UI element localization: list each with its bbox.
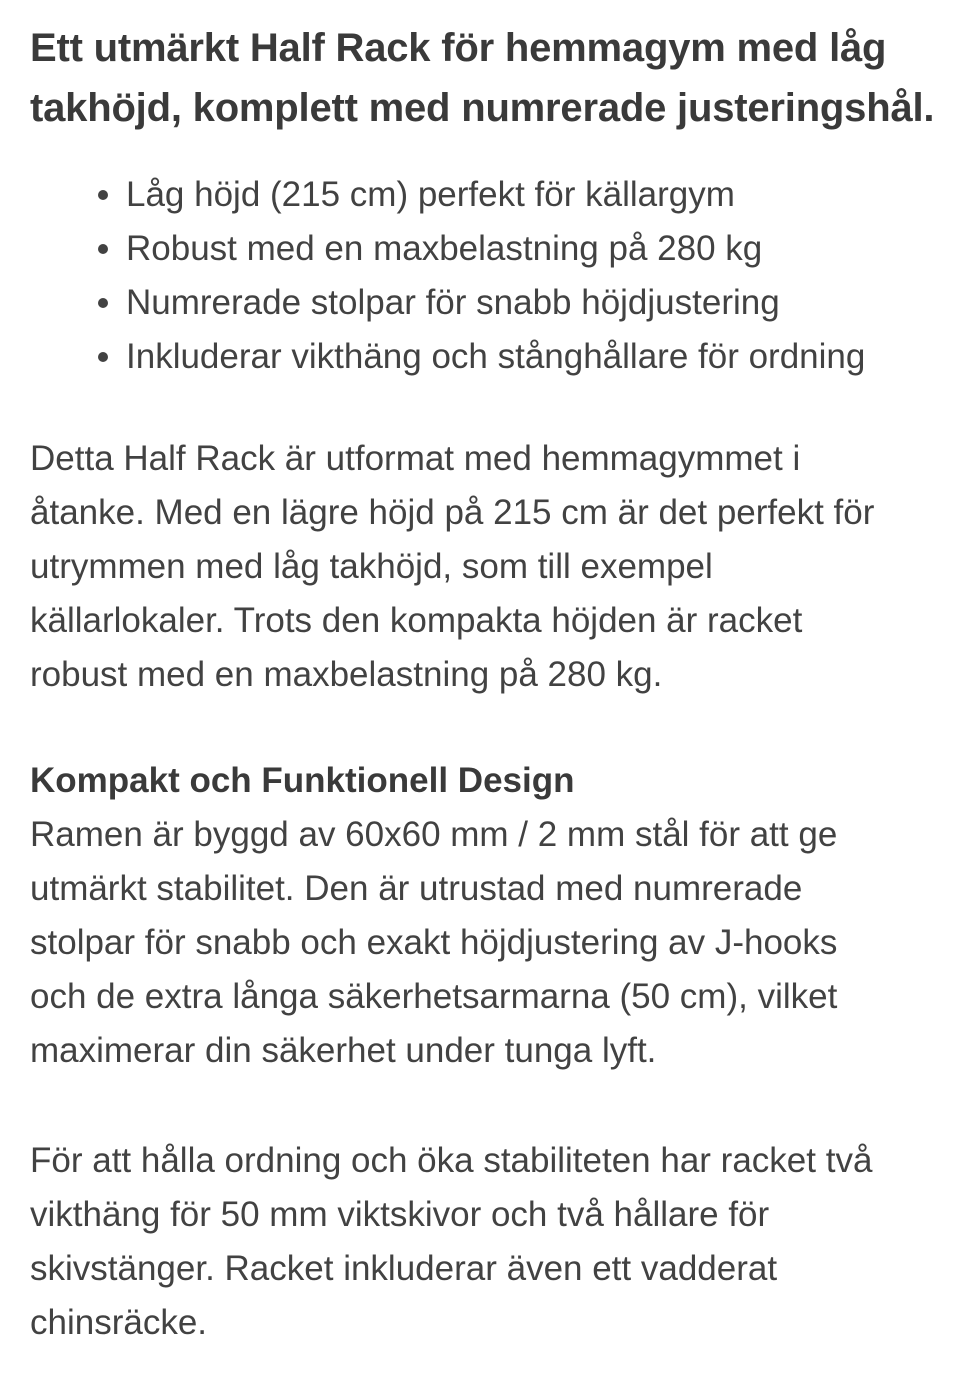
design-heading: Kompakt och Funktionell Design — [30, 761, 575, 800]
feature-item — [126, 222, 960, 276]
storage-paragraph — [30, 1134, 960, 1350]
design-line: stolpar för snabb och exakt höjdjustering av J-hooks — [30, 923, 838, 962]
feature-text: Robust med en maxbelastning på 280 kg — [126, 229, 763, 268]
feature-text: Låg höjd (215 cm) perfekt för källargym — [126, 175, 735, 214]
storage-line: skivstänger. Racket inkluderar även ett vadderat — [30, 1249, 778, 1288]
bullet-icon — [98, 244, 108, 254]
design-line: Ramen är byggd av 60x60 mm / 2 mm stål för att ge — [30, 815, 838, 854]
intro-line: robust med en maxbelastning på 280 kg. — [30, 655, 663, 694]
intro-line: utrymmen med låg takhöjd, som till exempel — [30, 547, 713, 586]
design-line: maximerar din säkerhet under tunga lyft. — [30, 1031, 657, 1070]
bullet-icon — [98, 298, 108, 308]
intro-line: Detta Half Rack är utformat med hemmagymmet i — [30, 439, 801, 478]
storage-line: För att hålla ordning och öka stabiliteten har racket två — [30, 1141, 873, 1180]
product-headline: Ett utmärkt Half Rack för hemmagym med låg takhöjd, komplett med numrerade justeringshål. — [30, 26, 935, 130]
feature-item — [126, 168, 960, 222]
feature-text: Numrerade stolpar för snabb höjdjustering — [126, 283, 780, 322]
design-line: utmärkt stabilitet. Den är utrustad med numrerade — [30, 869, 803, 908]
bullet-icon — [98, 190, 108, 200]
design-paragraph — [30, 808, 960, 1078]
feature-item — [126, 276, 960, 330]
product-description — [30, 18, 960, 1350]
feature-item — [126, 330, 960, 384]
feature-list — [30, 168, 960, 384]
storage-line: chinsräcke. — [30, 1303, 208, 1342]
intro-line: källarlokaler. Trots den kompakta höjden är racket — [30, 601, 803, 640]
feature-text: Inkluderar vikthäng och stånghållare för ordning — [126, 337, 866, 376]
design-line: och de extra långa säkerhetsarmarna (50 cm), vilket — [30, 977, 838, 1016]
intro-line: åtanke. Med en lägre höjd på 215 cm är det perfekt för — [30, 493, 875, 532]
intro-paragraph — [30, 432, 960, 702]
storage-line: vikthäng för 50 mm viktskivor och två hållare för — [30, 1195, 770, 1234]
bullet-icon — [98, 352, 108, 362]
